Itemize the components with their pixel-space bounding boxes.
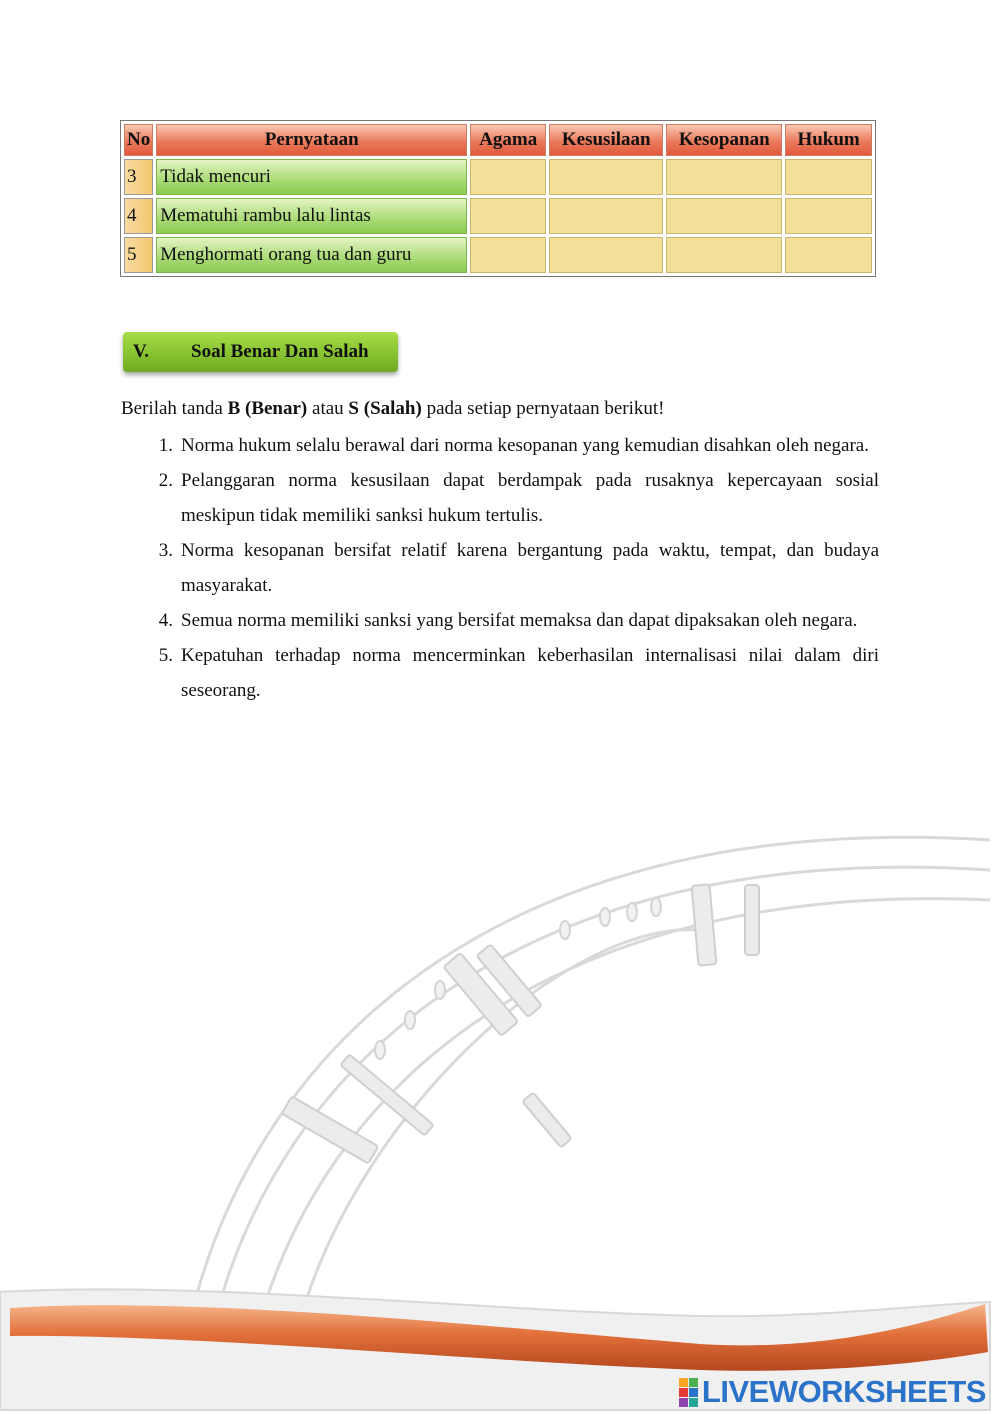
answer-cell-kesusilaan[interactable] — [549, 237, 663, 273]
row-number: 5 — [124, 237, 153, 273]
header-no: No — [124, 124, 153, 156]
brand-text: LIVEWORKSHEETS — [701, 1374, 986, 1409]
item-text: Norma hukum selalu berawal dari norma kesopanan yang kemudian disahkan oleh negara. — [181, 435, 869, 456]
row-statement: Menghormati orang tua dan guru — [156, 237, 467, 273]
answer-cell-agama[interactable] — [470, 198, 546, 234]
list-item — [121, 533, 879, 603]
header-kesopanan: Kesopanan — [666, 124, 782, 156]
answer-cell-agama[interactable] — [470, 237, 546, 273]
item-number: 3. — [158, 540, 173, 561]
row-number: 3 — [124, 159, 153, 195]
section-number: V. — [133, 341, 150, 362]
row-statement: Tidak mencuri — [156, 159, 467, 195]
table-row — [124, 198, 872, 234]
instruction-mid: atau — [307, 398, 349, 419]
answer-cell-kesusilaan[interactable] — [549, 198, 663, 234]
header-hukum: Hukum — [785, 124, 872, 156]
liveworksheets-logo — [679, 1374, 986, 1410]
norm-table-wrapper — [120, 120, 876, 277]
table-row — [124, 159, 872, 195]
list-item — [121, 638, 879, 708]
logo-squares-icon — [679, 1378, 698, 1407]
section-header — [123, 332, 398, 372]
table-row — [124, 237, 872, 273]
instruction-salah: S (Salah) — [348, 398, 422, 419]
answer-cell-agama[interactable] — [470, 159, 546, 195]
answer-cell-hukum[interactable] — [785, 237, 872, 273]
list-item — [121, 428, 879, 463]
instruction-prefix: Berilah tanda — [121, 398, 228, 419]
header-agama: Agama — [470, 124, 546, 156]
statement-list — [121, 428, 879, 708]
header-kesusilaan: Kesusilaan — [549, 124, 663, 156]
instruction-suffix: pada setiap pernyataan berikut! — [421, 398, 665, 419]
norm-table — [120, 120, 876, 277]
list-item — [121, 463, 879, 533]
instruction-benar: B (Benar) — [227, 398, 308, 419]
answer-cell-kesopanan[interactable] — [666, 198, 782, 234]
item-number: 4. — [158, 610, 173, 631]
list-item — [121, 603, 879, 638]
row-statement: Mematuhi rambu lalu lintas — [156, 198, 467, 234]
item-number: 1. — [158, 435, 173, 456]
answer-cell-kesopanan[interactable] — [666, 159, 782, 195]
item-text: Pelanggaran norma kesusilaan dapat berdampak pada rusaknya kepercayaan sosial meskipun tidak memiliki sanksi hukum tertulis. — [181, 470, 879, 526]
item-text: Semua norma memiliki sanksi yang bersifat memaksa dan dapat dipaksakan oleh negara. — [181, 610, 858, 631]
row-number: 4 — [124, 198, 153, 234]
header-pernyataan: Pernyataan — [156, 124, 467, 156]
answer-cell-kesopanan[interactable] — [666, 237, 782, 273]
item-text: Kepatuhan terhadap norma mencerminkan keberhasilan internalisasi nilai dalam diri seseorang. — [181, 645, 879, 701]
instruction-text — [121, 398, 664, 420]
item-number: 2. — [158, 470, 173, 491]
item-text: Norma kesopanan bersifat relatif karena bergantung pada waktu, tempat, dan budaya masyarakat. — [181, 540, 879, 596]
section-title: Soal Benar Dan Salah — [191, 341, 369, 362]
table-header-row — [124, 124, 872, 156]
answer-cell-kesusilaan[interactable] — [549, 159, 663, 195]
answer-cell-hukum[interactable] — [785, 198, 872, 234]
answer-cell-hukum[interactable] — [785, 159, 872, 195]
item-number: 5. — [158, 645, 173, 666]
clock-watermark-image — [0, 780, 1000, 1320]
